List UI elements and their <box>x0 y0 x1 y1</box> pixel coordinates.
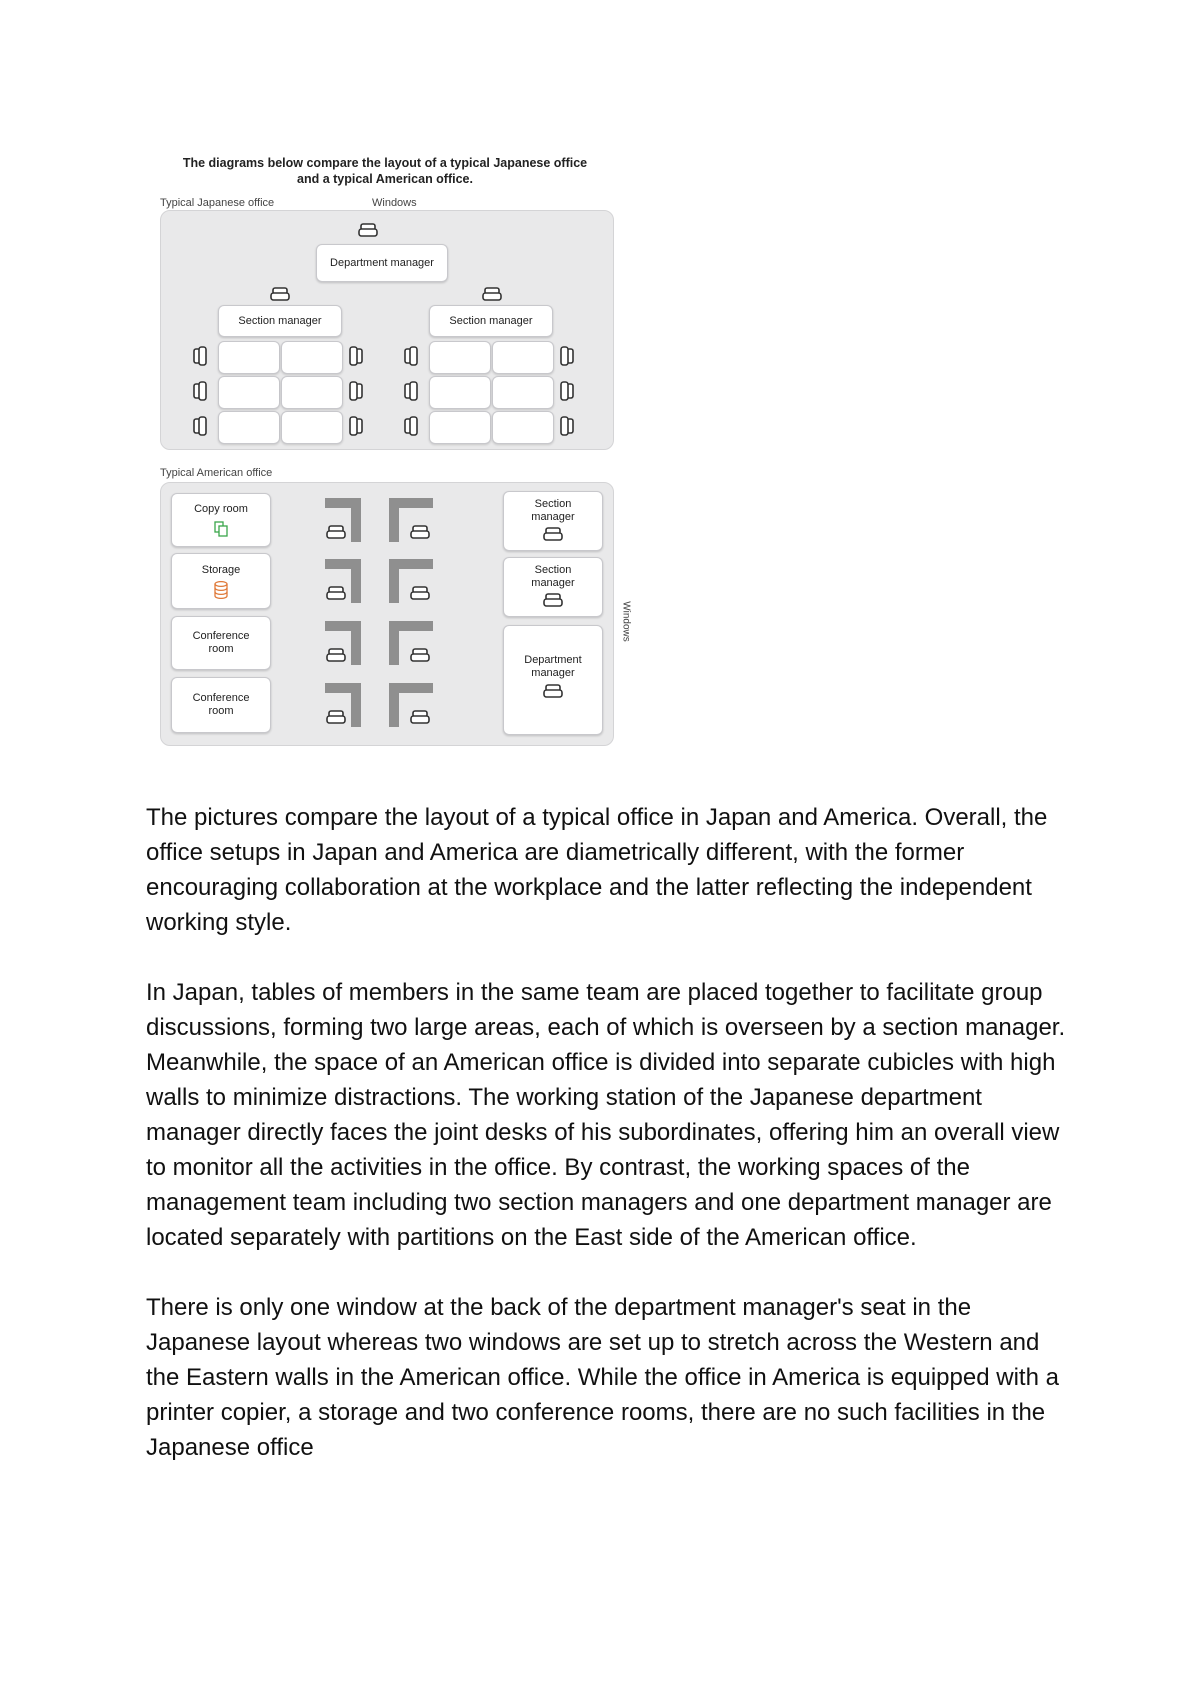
japanese-office-label: Typical Japanese office <box>160 197 275 209</box>
cubicle <box>325 621 361 665</box>
chair-icon <box>348 380 364 402</box>
chair-icon <box>269 286 291 302</box>
japanese-section-manager-left-desk: Section manager <box>218 305 342 337</box>
chair-icon <box>357 222 379 238</box>
copy-room: Copy room <box>171 493 271 547</box>
team-desk <box>218 376 280 409</box>
team-desk <box>492 341 554 374</box>
essay-paragraph: There is only one window at the back of the department manager's seat in the Japanese layout whereas two windows are set up to stretch across the Western and the Eastern walls in the American office. While the office in America is equipped with a printer copier, a storage and two conference rooms, there are no such facilities in the Japanese office <box>146 1294 1059 1461</box>
chair-icon <box>542 592 564 608</box>
cubicle <box>389 559 433 603</box>
japanese-department-manager-desk: Department manager <box>316 244 448 282</box>
chair-icon <box>348 415 364 437</box>
team-desk <box>492 376 554 409</box>
storage-room: Storage <box>171 553 271 609</box>
conference-room-2: Conference room <box>171 677 271 733</box>
chair-icon <box>542 526 564 542</box>
team-desk <box>429 411 491 444</box>
cubicle <box>389 498 433 542</box>
team-desk <box>281 411 343 444</box>
team-desk <box>218 411 280 444</box>
chair-icon <box>542 683 564 699</box>
cubicle <box>389 683 433 727</box>
american-windows-right-label: Windows <box>620 601 632 642</box>
team-desk <box>281 376 343 409</box>
chair-icon <box>403 415 419 437</box>
chair-icon <box>481 286 503 302</box>
essay-paragraph: The pictures compare the layout of a typical office in Japan and America. Overall, the office setups in Japan and America are diametrically different, with the former encouraging collaboration at the workplace and the latter reflecting the independent working style. <box>146 804 1048 936</box>
chair-icon <box>559 345 575 367</box>
cubicle <box>389 621 433 665</box>
chair-icon <box>403 380 419 402</box>
chair-icon <box>403 345 419 367</box>
chair-icon <box>348 345 364 367</box>
american-section-manager-office-2: Section manager <box>503 557 603 617</box>
database-icon <box>214 581 228 599</box>
team-desk <box>429 341 491 374</box>
japanese-section-manager-right-desk: Section manager <box>429 305 553 337</box>
cubicle <box>325 559 361 603</box>
cubicle <box>325 498 361 542</box>
chair-icon <box>192 415 208 437</box>
office-layout-figure <box>150 150 650 790</box>
team-desk <box>281 341 343 374</box>
copier-icon <box>214 521 228 537</box>
chair-icon <box>559 415 575 437</box>
team-desk <box>218 341 280 374</box>
team-desk <box>492 411 554 444</box>
team-desk <box>429 376 491 409</box>
american-section-manager-office-1: Section manager <box>503 491 603 551</box>
conference-room-1: Conference room <box>171 616 271 670</box>
figure-title: The diagrams below compare the layout of a typical Japanese office and a typical American office. <box>182 156 588 186</box>
japanese-office-panel <box>160 210 614 450</box>
american-department-manager-office: Department manager <box>503 625 603 735</box>
chair-icon <box>192 345 208 367</box>
essay-text <box>146 800 1076 1500</box>
cubicle <box>325 683 361 727</box>
chair-icon <box>192 380 208 402</box>
american-office-panel <box>160 482 614 746</box>
chair-icon <box>559 380 575 402</box>
japanese-windows-label: Windows <box>372 197 417 209</box>
american-office-label: Typical American office <box>160 467 273 479</box>
essay-paragraph: In Japan, tables of members in the same team are placed together to facilitate group discussions, forming two large areas, each of which is overseen by a section manager. Meanwhile, the space of an American office is divided into separate cubicles with high walls to minimize distractions. The working station of the Japanese department manager directly faces the joint desks of his subordinates, offering him an overall view to monitor all the activities in the office. By contrast, the working spaces of the management team including two section managers and one department manager are located separately with partitions on the East side of the American office. <box>146 979 1066 1251</box>
